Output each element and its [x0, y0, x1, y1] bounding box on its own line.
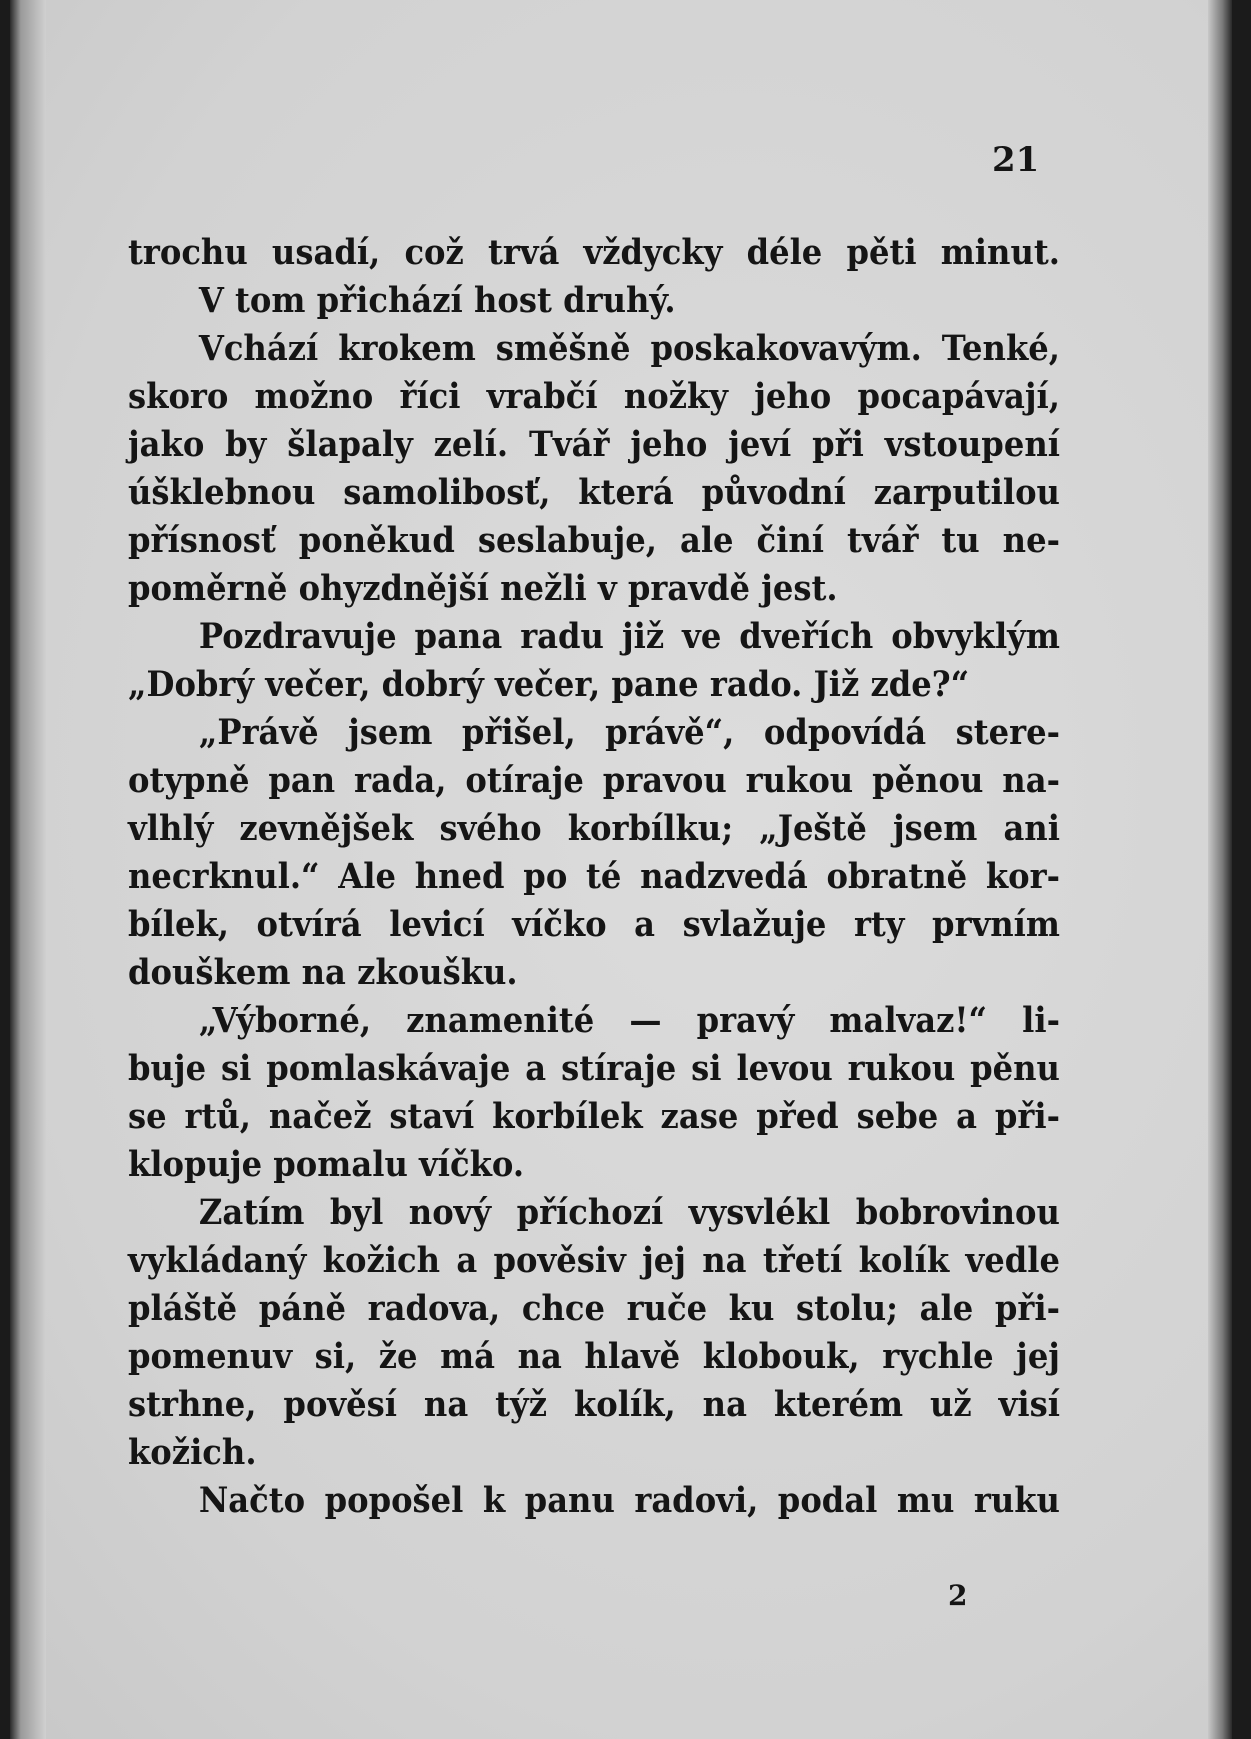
- text-line: Vchází krokem směšně poskakovavým. Tenké,: [198, 328, 1060, 369]
- text-line: V tom přichází host druhý.: [198, 280, 676, 321]
- text-line: „Dobrý večer, dobrý večer, pane rado. Již zde?“: [128, 664, 970, 705]
- text-line: kožich.: [128, 1432, 257, 1473]
- text-line: bílek, otvírá levicí víčko a svlažuje rty prvním: [128, 904, 1060, 945]
- text-line: douškem na zkoušku.: [128, 952, 518, 993]
- text-line: buje si pomlaskávaje a stíraje si levou rukou pěnu: [128, 1048, 1060, 1089]
- text-line: skoro možno říci vrabčí nožky jeho pocapávají,: [128, 376, 1060, 417]
- text-line: vykládaný kožich a pověsiv jej na třetí kolík vedle: [128, 1240, 1060, 1281]
- text-line: „Výborné, znamenité — pravý malvaz!“ li-: [198, 1000, 1060, 1041]
- text-line: poměrně ohyzdnější nežli v pravdě jest.: [128, 568, 838, 609]
- page-right-edge: [1208, 0, 1232, 1739]
- page-binding-edge: [10, 0, 46, 1739]
- text-line: Načto popošel k panu radovi, podal mu ruku: [198, 1480, 1060, 1521]
- text-line: klopuje pomalu víčko.: [128, 1144, 525, 1185]
- text-line: Pozdravuje pana radu již ve dveřích obvyklým: [198, 616, 1060, 657]
- text-line: pláště páně radova, chce ruče ku stolu; ale při-: [128, 1288, 1060, 1329]
- text-line: vlhlý zevnějšek svého korbílku; „Ještě jsem ani: [128, 808, 1060, 849]
- text-line: jako by šlapaly zelí. Tvář jeho jeví při vstoupení: [128, 424, 1060, 465]
- text-line: pomenuv si, že má na hlavě klobouk, rychle jej: [128, 1336, 1060, 1377]
- text-line: úšklebnou samolibosť, která původní zarputilou: [128, 472, 1060, 513]
- text-line: se rtů, načež staví korbílek zase před sebe a při-: [128, 1096, 1060, 1137]
- printer-signature-mark: 2: [948, 1579, 968, 1612]
- text-line: trochu usadí, což trvá vždycky déle pěti minut.: [128, 232, 1060, 273]
- page-number: 21: [992, 140, 1040, 180]
- text-line: Zatím byl nový příchozí vysvlékl bobrovinou: [198, 1192, 1060, 1233]
- body-text: [128, 229, 1060, 1525]
- text-line: necrknul.“ Ale hned po té nadzvedá obratně kor-: [128, 856, 1060, 897]
- book-page: [10, 0, 1232, 1739]
- text-line: přísnosť poněkud seslabuje, ale činí tvář tu ne-: [128, 520, 1060, 561]
- text-line: strhne, pověsí na týž kolík, na kterém už visí: [128, 1384, 1060, 1425]
- text-line: „Právě jsem přišel, právě“, odpovídá stere-: [198, 712, 1060, 753]
- text-line: otypně pan rada, otíraje pravou rukou pěnou na-: [128, 760, 1060, 801]
